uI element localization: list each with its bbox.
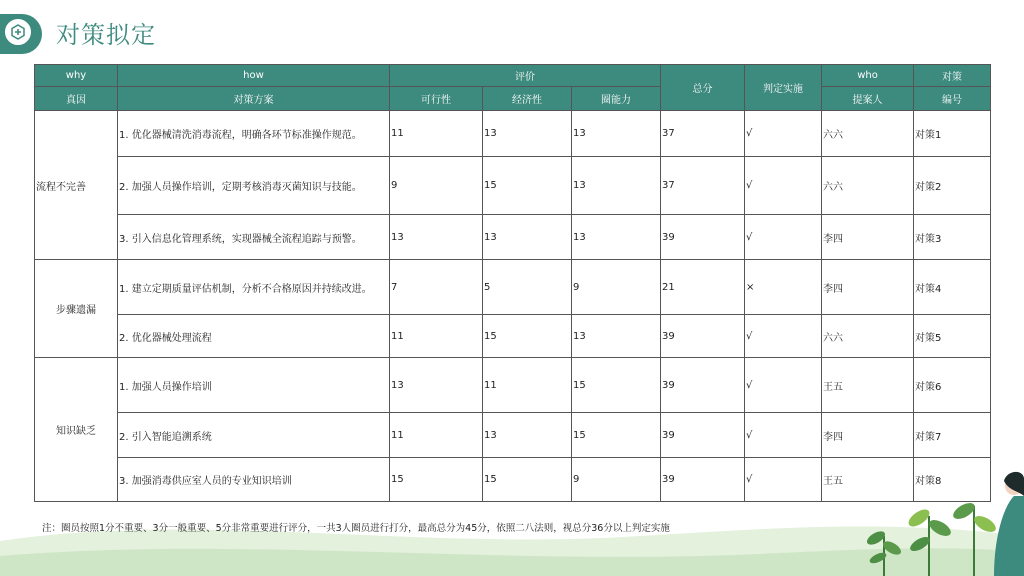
economy-cell: 13 [483, 413, 572, 458]
proposer-cell: 六六 [822, 315, 914, 358]
header-measure: 对策 [914, 65, 991, 87]
ability-cell: 15 [572, 358, 661, 413]
header-root-cause: 真因 [35, 87, 118, 111]
page-title: 对策拟定 [56, 21, 156, 49]
total-cell: 21 [661, 260, 745, 315]
table-row [35, 458, 991, 502]
ability-cell: 13 [572, 215, 661, 260]
header-total: 总分 [661, 65, 745, 111]
feasibility-cell: 13 [390, 358, 483, 413]
feasibility-cell: 13 [390, 215, 483, 260]
proposer-cell: 六六 [822, 111, 914, 157]
proposer-cell: 六六 [822, 157, 914, 215]
header-feasibility: 可行性 [390, 87, 483, 111]
footnote: 注：圈员按照1分不重要、3分一般重要、5分非常重要进行评分，一共3人圈员进行打分，最高总分为45分，依照二八法则，视总分36分以上判定实施 [42, 523, 670, 534]
ability-cell: 9 [572, 260, 661, 315]
feasibility-cell: 11 [390, 315, 483, 358]
header-economy: 经济性 [483, 87, 572, 111]
proposer-cell: 李四 [822, 215, 914, 260]
decision-cell: √ [745, 215, 822, 260]
header-plan: 对策方案 [118, 87, 390, 111]
plant-illustration-icon [854, 466, 1024, 576]
proposer-cell: 王五 [822, 358, 914, 413]
ability-cell: 13 [572, 157, 661, 215]
number-cell: 对策5 [914, 315, 991, 358]
number-cell: 对策1 [914, 111, 991, 157]
economy-cell: 15 [483, 315, 572, 358]
header-row-1 [35, 65, 991, 87]
cause-cell: 流程不完善 [35, 111, 118, 260]
plan-cell: 2. 优化器械处理流程 [118, 315, 390, 358]
header-who: who [822, 65, 914, 87]
header-ability: 圈能力 [572, 87, 661, 111]
cause-cell: 步骤遗漏 [35, 260, 118, 358]
plan-cell: 2. 引入智能追溯系统 [118, 413, 390, 458]
ability-cell: 13 [572, 111, 661, 157]
table-row [35, 157, 991, 215]
total-cell: 39 [661, 458, 745, 502]
feasibility-cell: 11 [390, 111, 483, 157]
feasibility-cell: 11 [390, 413, 483, 458]
header-evaluation: 评价 [390, 65, 661, 87]
table-row [35, 215, 991, 260]
decision-cell: √ [745, 315, 822, 358]
number-cell: 对策3 [914, 215, 991, 260]
plan-cell: 3. 加强消毒供应室人员的专业知识培训 [118, 458, 390, 502]
economy-cell: 13 [483, 111, 572, 157]
number-cell: 对策8 [914, 458, 991, 502]
decision-cell: √ [745, 157, 822, 215]
table-row [35, 260, 991, 315]
economy-cell: 15 [483, 458, 572, 502]
header-why: why [35, 65, 118, 87]
table-row [35, 111, 991, 157]
number-cell: 对策2 [914, 157, 991, 215]
logo-icon [3, 17, 33, 47]
proposer-cell: 王五 [822, 458, 914, 502]
table-row [35, 315, 991, 358]
decision-cell: × [745, 260, 822, 315]
feasibility-cell: 15 [390, 458, 483, 502]
feasibility-cell: 9 [390, 157, 483, 215]
total-cell: 39 [661, 358, 745, 413]
total-cell: 37 [661, 157, 745, 215]
feasibility-cell: 7 [390, 260, 483, 315]
header-number: 编号 [914, 87, 991, 111]
economy-cell: 15 [483, 157, 572, 215]
number-cell: 对策4 [914, 260, 991, 315]
table-row [35, 413, 991, 458]
total-cell: 37 [661, 111, 745, 157]
plan-cell: 2. 加强人员操作培训，定期考核消毒灭菌知识与技能。 [118, 157, 390, 215]
number-cell: 对策7 [914, 413, 991, 458]
number-cell: 对策6 [914, 358, 991, 413]
plan-cell: 1. 建立定期质量评估机制，分析不合格原因并持续改进。 [118, 260, 390, 315]
decision-cell: √ [745, 358, 822, 413]
decision-cell: √ [745, 458, 822, 502]
total-cell: 39 [661, 215, 745, 260]
plan-cell: 3. 引入信息化管理系统，实现器械全流程追踪与预警。 [118, 215, 390, 260]
measures-table [34, 64, 991, 502]
table-row [35, 358, 991, 413]
cause-cell: 知识缺乏 [35, 358, 118, 502]
total-cell: 39 [661, 413, 745, 458]
header-how: how [118, 65, 390, 87]
plan-cell: 1. 优化器械清洗消毒流程，明确各环节标准操作规范。 [118, 111, 390, 157]
header-decision: 判定实施 [745, 65, 822, 111]
header-row-2 [35, 87, 991, 111]
proposer-cell: 李四 [822, 260, 914, 315]
ability-cell: 15 [572, 413, 661, 458]
header-proposer: 提案人 [822, 87, 914, 111]
proposer-cell: 李四 [822, 413, 914, 458]
economy-cell: 13 [483, 215, 572, 260]
decision-cell: √ [745, 413, 822, 458]
total-cell: 39 [661, 315, 745, 358]
plan-cell: 1. 加强人员操作培训 [118, 358, 390, 413]
economy-cell: 5 [483, 260, 572, 315]
decision-cell: √ [745, 111, 822, 157]
economy-cell: 11 [483, 358, 572, 413]
ability-cell: 13 [572, 315, 661, 358]
ability-cell: 9 [572, 458, 661, 502]
